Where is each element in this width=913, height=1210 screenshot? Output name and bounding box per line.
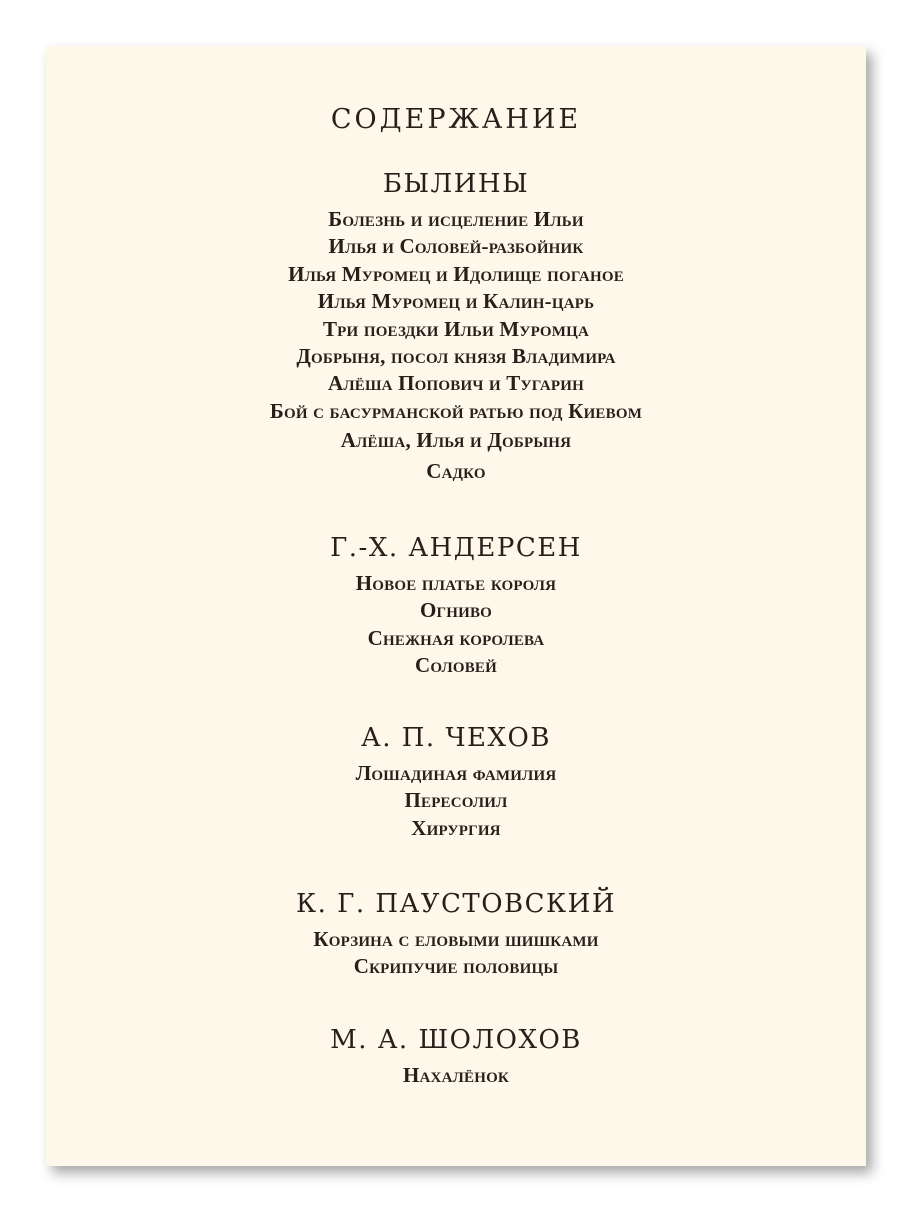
toc-item: Корзина с еловыми шишками (313, 927, 599, 951)
toc-item: Три поездки Ильи Муромца (322, 316, 590, 341)
section-byliny (46, 168, 866, 487)
toc-item: Нахалёнок (402, 1063, 510, 1087)
toc-item: Илья Муромец и Идолище поганое (288, 261, 624, 286)
book-page (46, 46, 866, 1166)
section-andersen (46, 532, 866, 680)
toc-item: Снежная королева (367, 625, 545, 650)
toc-item: Илья Муромец и Калин-царь (317, 289, 595, 314)
section-heading: М. А. ШОЛОХОВ (330, 1025, 582, 1055)
toc-item: Алёша, Илья и Добрыня (340, 428, 572, 453)
toc-item: Илья и Соловей-разбойник (328, 234, 584, 259)
toc-item: Скрипучие половицы (353, 954, 559, 979)
toc-item: Хирургия (411, 815, 501, 840)
toc-item: Новое платье короля (355, 571, 557, 595)
page-title: СОДЕРЖАНИЕ (330, 104, 582, 135)
toc-item: Садко (426, 459, 486, 484)
toc-item: Пересолил (404, 788, 508, 813)
toc-item: Огниво (419, 598, 493, 623)
section-heading: БЫЛИНЫ (382, 169, 530, 199)
section-chekhov (46, 722, 866, 842)
toc-item: Соловей (414, 653, 497, 678)
section-heading: К. Г. ПАУСТОВСКИЙ (295, 889, 617, 919)
toc-item: Болезнь и исцеление Ильи (328, 207, 584, 231)
toc-item: Лошадиная фамилия (355, 761, 557, 785)
section-paustovsky (46, 888, 866, 981)
toc-item: Добрыня, посол князя Владимира (296, 344, 616, 369)
toc-item: Алёша Попович и Тугарин (328, 371, 584, 396)
section-sholokhov (46, 1024, 866, 1089)
section-heading: Г.-Х. АНДЕРСЕН (330, 533, 582, 563)
section-heading: А. П. ЧЕХОВ (361, 723, 551, 753)
toc-item: Бой с басурманской ратью под Киевом (269, 398, 643, 423)
